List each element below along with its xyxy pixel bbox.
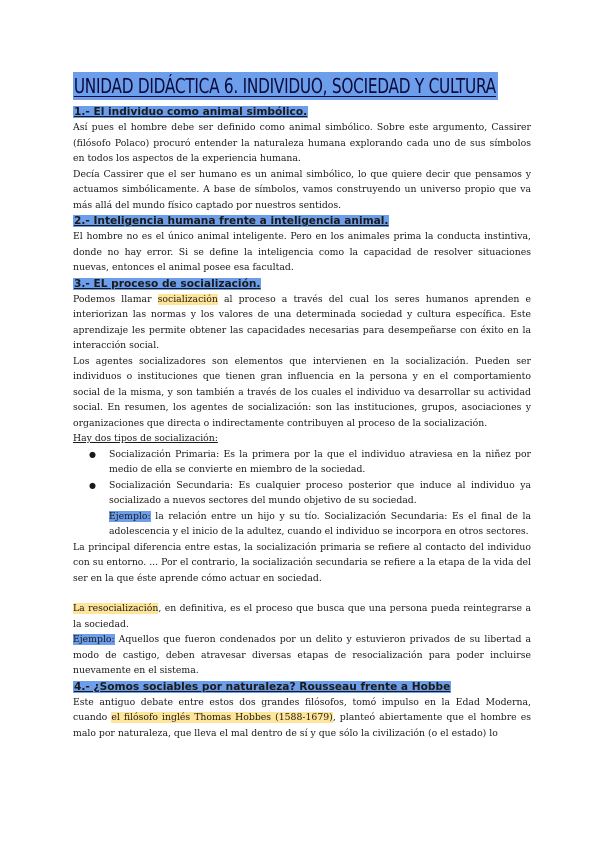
section-3-paragraph-2: Los agentes socializadores son elementos que intervienen en la socialización. Pueden ser individuos o instituciones que tienen gran influencia en la persona y en el comportamiento social de la misma, y son también a través de los cuales el individuo va desarrollar su actividad social. En resumen, los agentes de socialización: son las instituciones, grupos, asociaciones y organizaciones que directa o indirectamente contribuyen al proceso de la socialización. xyxy=(73,355,531,429)
document-body xyxy=(73,72,531,741)
section-3-paragraph-3: La principal diferencia entre estas, la socialización primaria se refiere al contacto del individuo con su entorno. ... Por el contrario, la socialización secundaria se refiere a la etapa de la vida del ser en la que éste aprende cómo actuar en sociedad. xyxy=(73,541,531,584)
section-1-heading: 1.- El individuo como animal simbólico. xyxy=(74,106,308,118)
section-4-heading: 4.- ¿Somos sociables por naturaleza? Rousseau frente a Hobbe xyxy=(74,680,451,693)
blank-line xyxy=(73,586,531,601)
highlight-resocializacion: La resocialización xyxy=(73,603,159,614)
section-3-heading: 3.- EL proceso de socialización. xyxy=(74,277,261,290)
section-1-paragraph-1: Así pues el hombre debe ser definido como animal simbólico. Sobre este argumento, Cassirer (filósofo Polaco) procuró entender la naturaleza humana explorando cada uno de sus símbolos en todos los aspectos de la experiencia humana. xyxy=(73,122,531,164)
page-title: UNIDAD DIDÁCTICA 6. INDIVIDUO, SOCIEDAD Y CULTURA xyxy=(73,74,496,98)
example-1: Ejemplo: la relación entre un hijo y su tío. Socialización Secundaria: Es el final de la adolescencia y el inicio de la adultez, cuando el individuo se incorpora en otros sectores. xyxy=(109,510,531,537)
example-1-label: Ejemplo: xyxy=(109,510,151,522)
example-2-label: Ejemplo: xyxy=(73,634,115,645)
socialization-types-label: Hay dos tipos de socialización: xyxy=(73,433,218,444)
list-item-secondary: ● Socialización Secundaria: Es cualquier proceso posterior que induce al individuo ya socializado a nuevos sectores del mundo objetivo de su sociedad. xyxy=(109,478,531,509)
section-1-paragraph-2: Decía Cassirer que el ser humano es un animal simbólico, lo que quiere decir que pensamos y actuamos simbólicamente. A base de símbolos, vamos construyendo un universo propio que va más allá del mundo físico captado por nuestros sentidos. xyxy=(73,168,531,211)
section-3-paragraph-4: La resocialización, en definitiva, es el proceso que busca que una persona pueda reintegrarse a la sociedad. xyxy=(73,603,531,630)
section-3-paragraph-1: Podemos llamar socialización al proceso a través del cual los seres humanos aprenden e interiorizan las normas y los valores de una determinada sociedad y cultura específica. Este aprendizaje les permite obtener las capacidades necesarias para desempeñarse con éxito en la interacción social. xyxy=(73,293,531,351)
section-2-heading: 2.- Inteligencia humana frente a inteligencia animal. xyxy=(74,215,389,227)
socialization-types-list xyxy=(73,447,531,509)
example-2: Ejemplo: Aquellos que fueron condenados por un delito y estuvieron privados de su libertad a modo de castigo, deben atravesar diversas etapas de resocialización para poder incluirse nuevamente en el sistema. xyxy=(73,634,531,676)
highlight-hobbes: el filósofo inglés Thomas Hobbes (1588-1679) xyxy=(111,712,333,723)
section-4-paragraph-1: Este antiguo debate entre estos dos grandes filósofos, tomó impulso en la Edad Moderna, cuando el filósofo inglés Thomas Hobbes (1588-1679), planteó abiertamente que el hombre es malo por naturaleza, que lleva el mal dentro de sí y que sólo la civilización (o el estado) lo xyxy=(73,696,531,739)
list-item-primary: ● Socialización Primaria: Es la primera por la que el individuo atraviesa en la niñez por medio de ella se convierte en miembro de la sociedad. xyxy=(109,447,531,478)
highlight-socializacion: socialización xyxy=(157,293,218,305)
section-2-paragraph-1: El hombre no es el único animal inteligente. Pero en los animales prima la conducta instintiva, donde no hay error. Si se define la inteligencia como la capacidad de resolver situaciones nuevas, entonces el animal posee esa facultad. xyxy=(73,231,531,273)
